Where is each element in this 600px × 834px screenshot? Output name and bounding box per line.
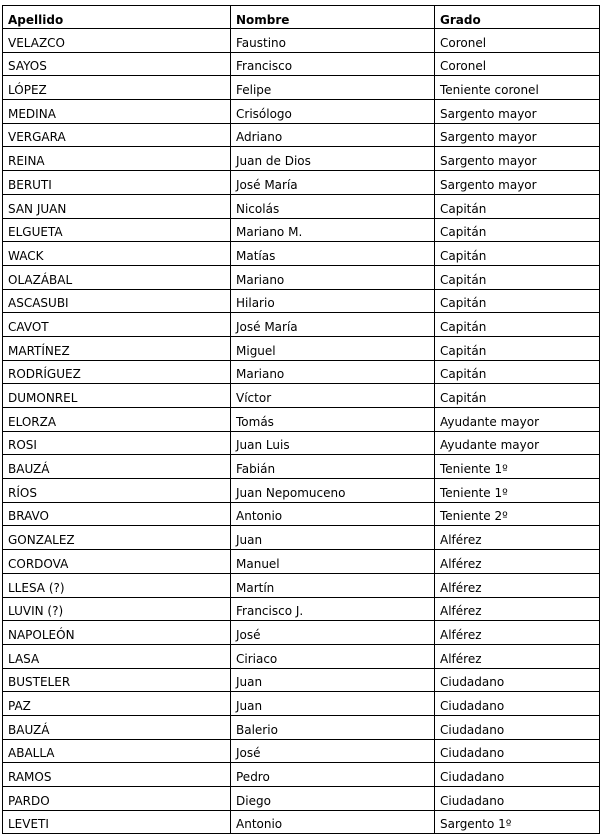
cell-nombre: Felipe [231, 76, 435, 100]
cell-nombre: Francisco [231, 52, 435, 76]
cell-grado: Capitán [435, 360, 600, 384]
cell-apellido: DUMONREL [3, 384, 231, 408]
cell-grado: Alférez [435, 526, 600, 550]
cell-nombre: Manuel [231, 550, 435, 574]
cell-apellido: REINA [3, 147, 231, 171]
cell-apellido: PARDO [3, 787, 231, 811]
officers-table [2, 5, 600, 834]
table-row [3, 526, 600, 550]
cell-nombre: Juan de Dios [231, 147, 435, 171]
cell-grado: Capitán [435, 336, 600, 360]
table-row [3, 573, 600, 597]
table-row [3, 360, 600, 384]
cell-grado: Sargento mayor [435, 100, 600, 124]
cell-nombre: Faustino [231, 29, 435, 53]
table-row [3, 692, 600, 716]
cell-apellido: PAZ [3, 692, 231, 716]
cell-grado: Alférez [435, 550, 600, 574]
cell-nombre: Juan Nepomuceno [231, 479, 435, 503]
cell-apellido: LEVETI [3, 810, 231, 834]
cell-apellido: RAMOS [3, 763, 231, 787]
cell-nombre: Miguel [231, 336, 435, 360]
cell-nombre: José [231, 621, 435, 645]
cell-nombre: Hilario [231, 289, 435, 313]
cell-nombre: Pedro [231, 763, 435, 787]
cell-nombre: Juan [231, 692, 435, 716]
cell-grado: Sargento mayor [435, 171, 600, 195]
officers-table-container [2, 5, 599, 834]
cell-apellido: ABALLA [3, 739, 231, 763]
cell-apellido: ASCASUBI [3, 289, 231, 313]
cell-grado: Capitán [435, 218, 600, 242]
cell-grado: Teniente 1º [435, 455, 600, 479]
table-row [3, 597, 600, 621]
cell-nombre: Diego [231, 787, 435, 811]
table-row [3, 171, 600, 195]
table-row [3, 668, 600, 692]
cell-apellido: BUSTELER [3, 668, 231, 692]
cell-grado: Capitán [435, 313, 600, 337]
cell-grado: Ayudante mayor [435, 408, 600, 432]
table-row [3, 621, 600, 645]
cell-grado: Capitán [435, 289, 600, 313]
table-row [3, 787, 600, 811]
cell-apellido: LASA [3, 644, 231, 668]
cell-apellido: WACK [3, 242, 231, 266]
cell-nombre: Tomás [231, 408, 435, 432]
cell-nombre: Juan [231, 668, 435, 692]
cell-apellido: BRAVO [3, 502, 231, 526]
cell-apellido: RODRÍGUEZ [3, 360, 231, 384]
cell-nombre: Víctor [231, 384, 435, 408]
cell-nombre: Juan Luis [231, 431, 435, 455]
cell-grado: Ciudadano [435, 715, 600, 739]
cell-grado: Capitán [435, 242, 600, 266]
cell-nombre: José María [231, 313, 435, 337]
cell-nombre: Adriano [231, 123, 435, 147]
cell-apellido: BAUZÁ [3, 455, 231, 479]
table-header [3, 6, 600, 29]
cell-nombre: Balerio [231, 715, 435, 739]
cell-grado: Alférez [435, 644, 600, 668]
cell-grado: Sargento mayor [435, 123, 600, 147]
table-row [3, 313, 600, 337]
cell-apellido: ROSI [3, 431, 231, 455]
cell-grado: Ciudadano [435, 787, 600, 811]
table-row [3, 455, 600, 479]
cell-grado: Capitán [435, 194, 600, 218]
table-row [3, 479, 600, 503]
table-row [3, 123, 600, 147]
table-row [3, 29, 600, 53]
table-row [3, 76, 600, 100]
cell-apellido: LÓPEZ [3, 76, 231, 100]
table-row [3, 289, 600, 313]
cell-grado: Sargento 1º [435, 810, 600, 834]
cell-nombre: Francisco J. [231, 597, 435, 621]
cell-apellido: BAUZÁ [3, 715, 231, 739]
table-row [3, 810, 600, 834]
table-body [3, 29, 600, 834]
cell-apellido: VERGARA [3, 123, 231, 147]
cell-grado: Ayudante mayor [435, 431, 600, 455]
table-row [3, 384, 600, 408]
cell-apellido: BERUTI [3, 171, 231, 195]
cell-nombre: Martín [231, 573, 435, 597]
cell-nombre: Juan [231, 526, 435, 550]
cell-apellido: ELORZA [3, 408, 231, 432]
cell-grado: Coronel [435, 29, 600, 53]
cell-apellido: ELGUETA [3, 218, 231, 242]
cell-nombre: Fabián [231, 455, 435, 479]
header-apellido: Apellido [3, 6, 231, 29]
table-row [3, 242, 600, 266]
table-row [3, 644, 600, 668]
table-row [3, 550, 600, 574]
table-row [3, 147, 600, 171]
cell-nombre: Mariano M. [231, 218, 435, 242]
table-row [3, 336, 600, 360]
cell-apellido: LLESA (?) [3, 573, 231, 597]
cell-apellido: MARTÍNEZ [3, 336, 231, 360]
table-row [3, 100, 600, 124]
cell-nombre: José [231, 739, 435, 763]
header-row [3, 6, 600, 29]
cell-grado: Ciudadano [435, 668, 600, 692]
cell-apellido: OLAZÁBAL [3, 265, 231, 289]
cell-nombre: Matías [231, 242, 435, 266]
cell-grado: Alférez [435, 573, 600, 597]
table-row [3, 265, 600, 289]
cell-grado: Teniente coronel [435, 76, 600, 100]
table-row [3, 194, 600, 218]
table-row [3, 502, 600, 526]
cell-grado: Teniente 2º [435, 502, 600, 526]
table-row [3, 218, 600, 242]
cell-apellido: VELAZCO [3, 29, 231, 53]
cell-grado: Sargento mayor [435, 147, 600, 171]
table-row [3, 431, 600, 455]
cell-nombre: Antonio [231, 810, 435, 834]
cell-apellido: LUVIN (?) [3, 597, 231, 621]
cell-apellido: SAN JUAN [3, 194, 231, 218]
cell-nombre: Crisólogo [231, 100, 435, 124]
cell-apellido: CAVOT [3, 313, 231, 337]
table-row [3, 739, 600, 763]
cell-apellido: RÍOS [3, 479, 231, 503]
cell-apellido: SAYOS [3, 52, 231, 76]
cell-grado: Ciudadano [435, 692, 600, 716]
cell-nombre: Mariano [231, 360, 435, 384]
header-nombre: Nombre [231, 6, 435, 29]
cell-apellido: CORDOVA [3, 550, 231, 574]
cell-apellido: NAPOLEÓN [3, 621, 231, 645]
cell-grado: Teniente 1º [435, 479, 600, 503]
header-grado: Grado [435, 6, 600, 29]
cell-grado: Alférez [435, 597, 600, 621]
table-row [3, 763, 600, 787]
cell-nombre: Antonio [231, 502, 435, 526]
cell-grado: Capitán [435, 384, 600, 408]
cell-nombre: Nicolás [231, 194, 435, 218]
cell-grado: Capitán [435, 265, 600, 289]
cell-nombre: José María [231, 171, 435, 195]
cell-apellido: GONZALEZ [3, 526, 231, 550]
cell-grado: Alférez [435, 621, 600, 645]
table-row [3, 715, 600, 739]
table-row [3, 52, 600, 76]
cell-nombre: Mariano [231, 265, 435, 289]
cell-grado: Coronel [435, 52, 600, 76]
cell-nombre: Ciriaco [231, 644, 435, 668]
table-row [3, 408, 600, 432]
cell-grado: Ciudadano [435, 739, 600, 763]
cell-apellido: MEDINA [3, 100, 231, 124]
cell-grado: Ciudadano [435, 763, 600, 787]
